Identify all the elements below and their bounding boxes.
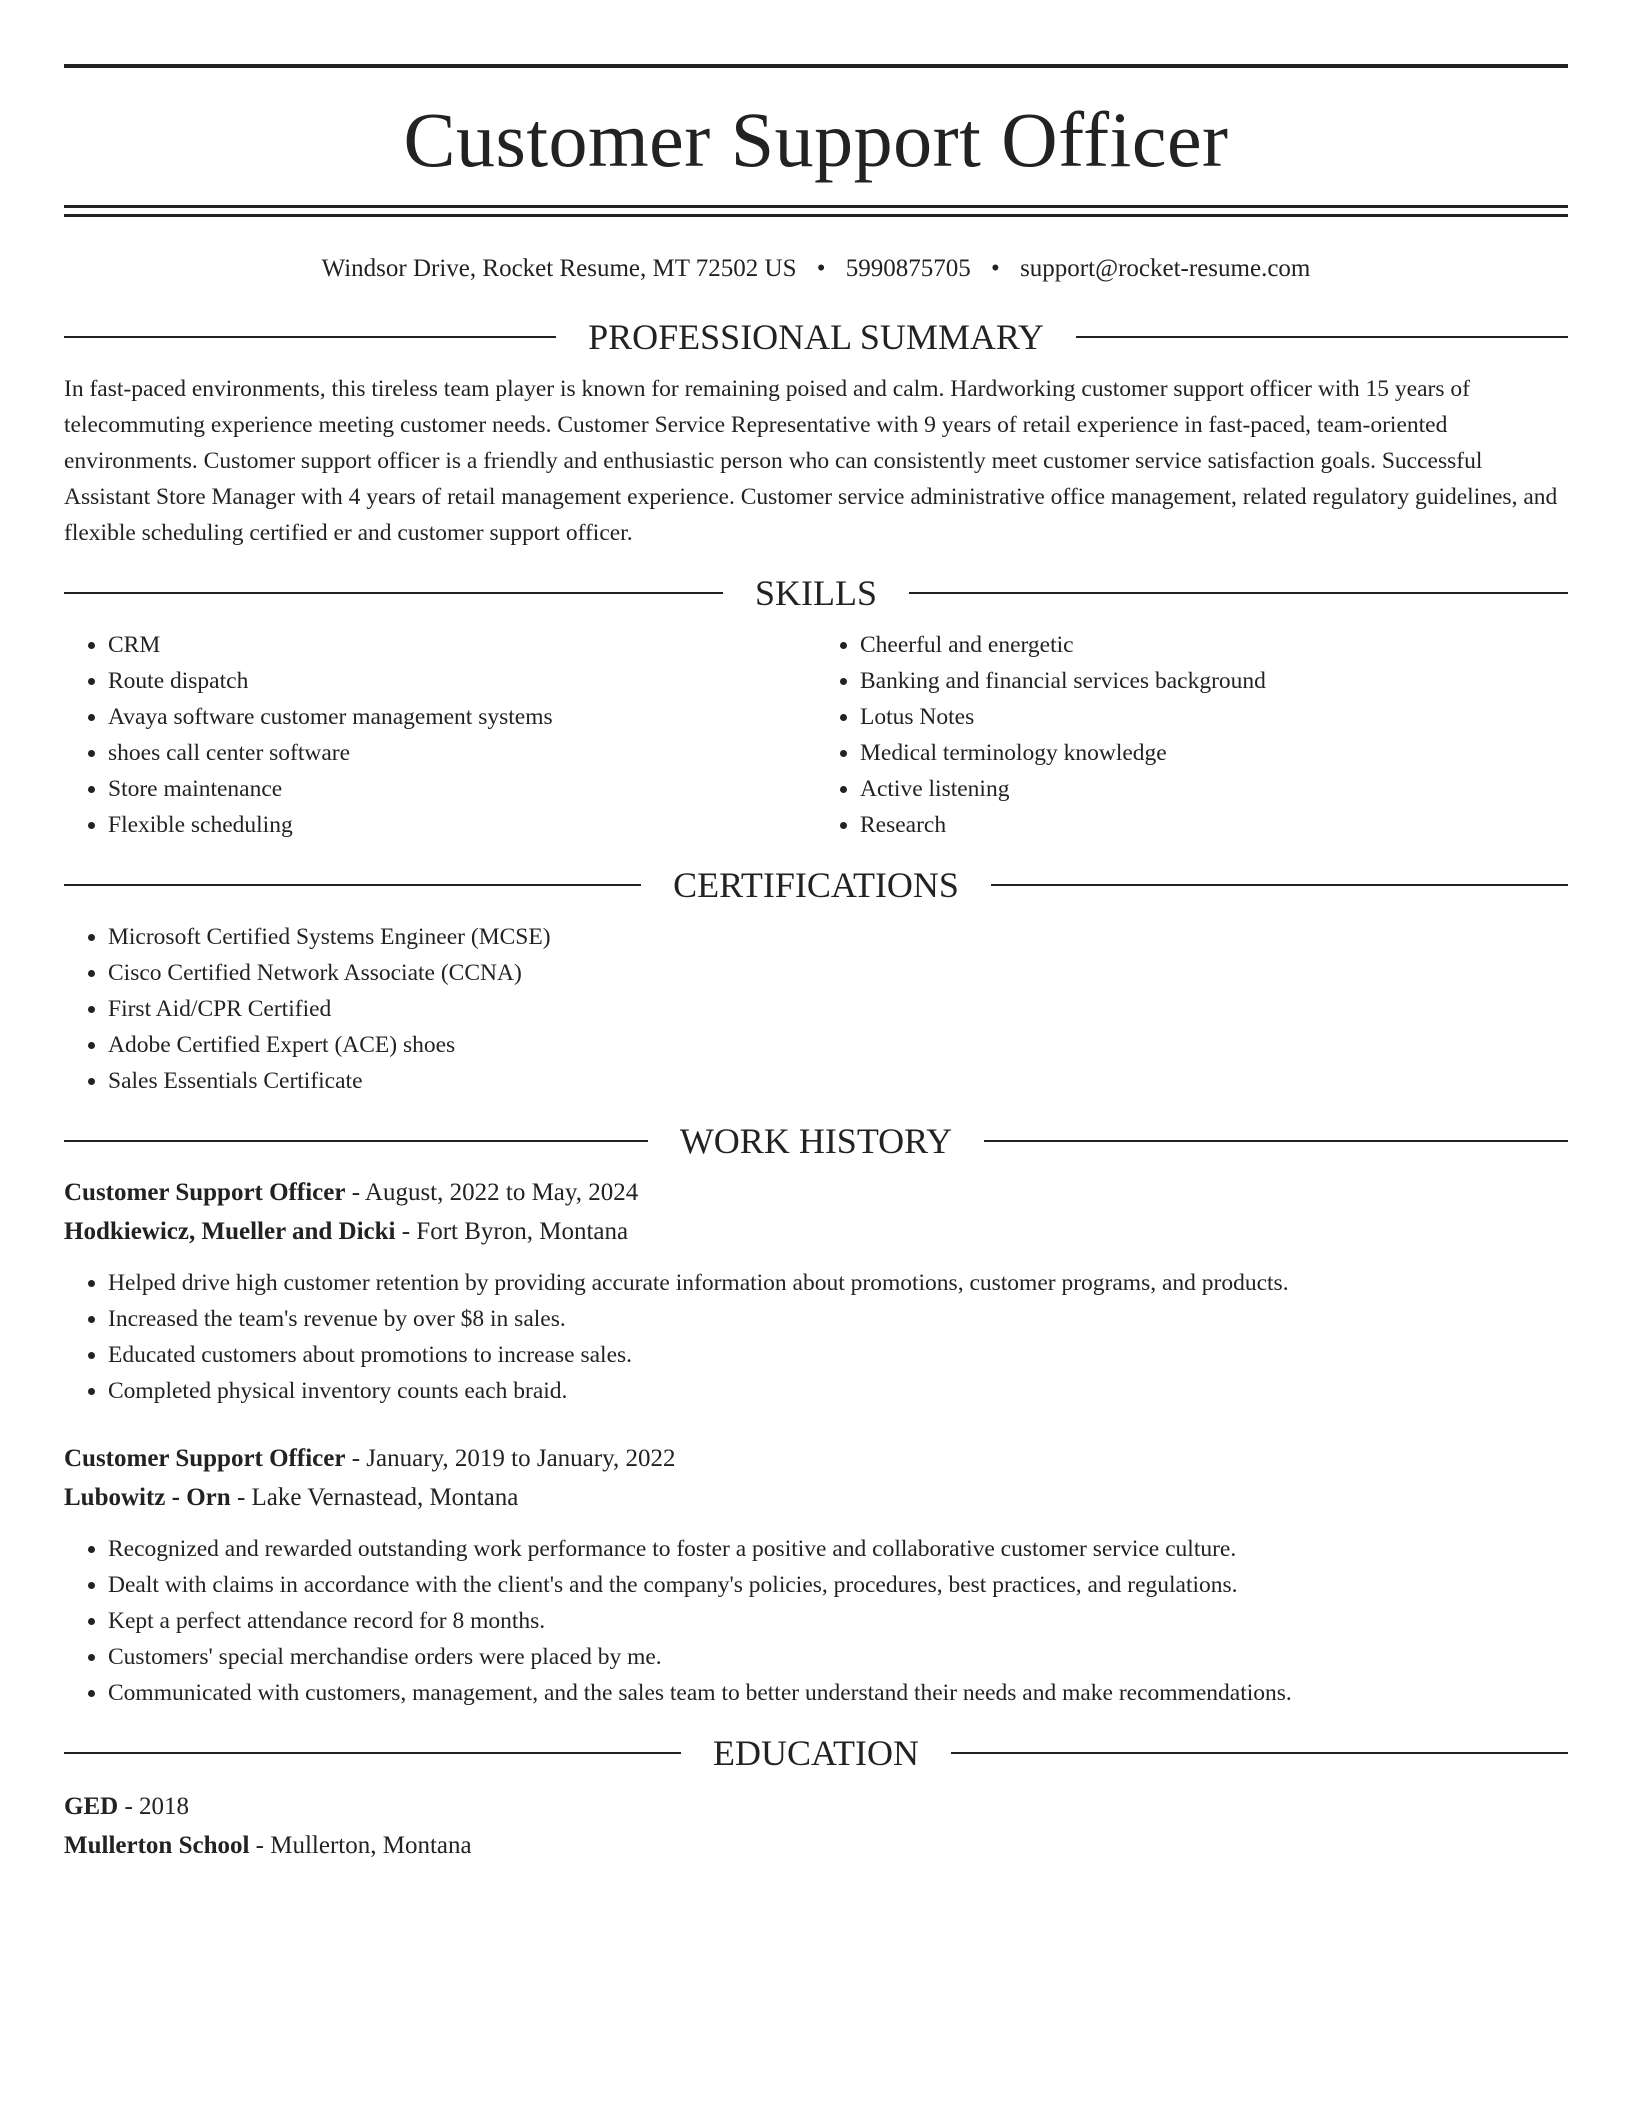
job-bullet: • Helped drive high customer retention by providing accurate information about promotions, customer programs, and products.	[108, 1265, 1568, 1301]
section-rule-left	[64, 1140, 648, 1142]
section-rule-right	[1076, 336, 1568, 338]
summary-text: In fast-paced environments, this tireless team player is known for remaining poised and calm. Hardworking customer support officer with 15 years of telecommuting experience meeting customer needs. Customer Service Representative with 9 years of retail experience in fast-paced, team-oriented environments. Customer support officer is a friendly and enthusiastic person who can consistently meet customer service satisfaction goals. Successful Assistant Store Manager with 4 years of retail management experience. Customer service administrative office management, related regulatory guidelines, and flexible scheduling certified er and customer support officer.	[64, 376, 1558, 546]
certification-item: • Microsoft Certified Systems Engineer (MCSE)	[108, 919, 1568, 955]
section-rule-left	[64, 1752, 681, 1754]
job-entry	[64, 1173, 1568, 1409]
job-bullets	[64, 1265, 1568, 1409]
title-rule-upper	[64, 205, 1568, 208]
skills-section-header	[64, 571, 1568, 615]
job-company: Lubowitz - Orn	[64, 1484, 231, 1511]
job-bullet: • Educated customers about promotions to increase sales.	[108, 1337, 1568, 1373]
contact-separator: •	[816, 255, 826, 282]
skill-item: • Medical terminology knowledge	[860, 735, 1568, 771]
certification-item: • First Aid/CPR Certified	[108, 991, 1568, 1027]
certifications-list	[64, 919, 1568, 1099]
job-company: Hodkiewicz, Mueller and Dicki	[64, 1218, 396, 1245]
contact-line	[64, 253, 1568, 285]
skills-column-right	[816, 627, 1568, 843]
skills-column-left	[64, 627, 816, 843]
job-entry	[64, 1439, 1568, 1711]
education-section-header	[64, 1731, 1568, 1775]
education-degree: GED	[64, 1793, 119, 1820]
contact-separator: •	[991, 255, 1000, 282]
page-title: Customer Support Officer	[403, 96, 1229, 183]
job-dates: - August, 2022 to May, 2024	[345, 1179, 639, 1206]
job-title-line	[64, 1173, 1568, 1212]
education-school-line	[64, 1826, 1568, 1865]
skill-item: • shoes call center software	[108, 735, 816, 771]
job-bullet: • Dealt with claims in accordance with the client's and the company's policies, procedures, best practices, and regulations.	[108, 1567, 1568, 1603]
skill-item: • CRM	[108, 627, 816, 663]
skill-item: • Research	[860, 807, 1568, 843]
section-rule-right	[984, 1140, 1568, 1142]
section-title: PROFESSIONAL SUMMARY	[588, 317, 1044, 357]
skill-item: • Active listening	[860, 771, 1568, 807]
section-rule-right	[991, 884, 1568, 886]
job-location: - Lake Vernastead, Montana	[230, 1484, 519, 1511]
job-title: Customer Support Officer	[64, 1445, 346, 1472]
section-rule-left	[64, 592, 723, 594]
job-company-line	[64, 1212, 1568, 1251]
education-entry	[64, 1787, 1568, 1865]
job-location: - Fort Byron, Montana	[395, 1218, 629, 1245]
section-rule-right	[909, 592, 1568, 594]
education-school: Mullerton School	[64, 1832, 250, 1859]
section-title: WORK HISTORY	[679, 1121, 953, 1161]
work-section-header	[64, 1119, 1568, 1163]
education-degree-line	[64, 1787, 1568, 1826]
skill-item: • Cheerful and energetic	[860, 627, 1568, 663]
education-location: - Mullerton, Montana	[249, 1832, 472, 1859]
job-bullet: • Customers' special merchandise orders were placed by me.	[108, 1639, 1568, 1675]
job-bullet: • Increased the team's revenue by over $8 in sales.	[108, 1301, 1568, 1337]
section-title: CERTIFICATIONS	[673, 865, 959, 905]
skill-item: • Flexible scheduling	[108, 807, 816, 843]
job-company-line	[64, 1478, 1568, 1517]
job-bullet: • Recognized and rewarded outstanding work performance to foster a positive and collaborative customer service culture.	[108, 1531, 1568, 1567]
certification-item: • Sales Essentials Certificate	[108, 1063, 1568, 1099]
contact-email: support@rocket-resume.com	[1020, 255, 1311, 282]
section-title: EDUCATION	[713, 1733, 919, 1773]
job-bullet: • Kept a perfect attendance record for 8 months.	[108, 1603, 1568, 1639]
job-bullet: • Communicated with customers, management, and the sales team to better understand their needs and make recommendations.	[108, 1675, 1568, 1711]
title-rule-lower	[64, 214, 1568, 217]
section-rule-left	[64, 336, 556, 338]
education-year: - 2018	[118, 1793, 190, 1820]
job-bullets	[64, 1531, 1568, 1711]
job-title: Customer Support Officer	[64, 1179, 346, 1206]
summary-section-header	[64, 315, 1568, 359]
job-bullet: • Completed physical inventory counts each braid.	[108, 1373, 1568, 1409]
resume-page	[64, 64, 1568, 1865]
contact-address: Windsor Drive, Rocket Resume, MT 72502 US	[321, 255, 797, 282]
section-rule-left	[64, 884, 641, 886]
certification-item: • Cisco Certified Network Associate (CCNA)	[108, 955, 1568, 991]
skill-item: • Route dispatch	[108, 663, 816, 699]
skill-item: • Store maintenance	[108, 771, 816, 807]
contact-phone: 5990875705	[845, 255, 971, 282]
job-title-line	[64, 1439, 1568, 1478]
top-rule	[64, 64, 1568, 68]
skill-item: • Banking and financial services background	[860, 663, 1568, 699]
skill-item: • Lotus Notes	[860, 699, 1568, 735]
job-dates: - January, 2019 to January, 2022	[345, 1445, 676, 1472]
skill-item: • Avaya software customer management systems	[108, 699, 816, 735]
certifications-section-header	[64, 863, 1568, 907]
skills-list	[64, 627, 1568, 843]
section-rule-right	[951, 1752, 1568, 1754]
section-title: SKILLS	[755, 573, 878, 613]
certification-item: • Adobe Certified Expert (ACE) shoes	[108, 1027, 1568, 1063]
